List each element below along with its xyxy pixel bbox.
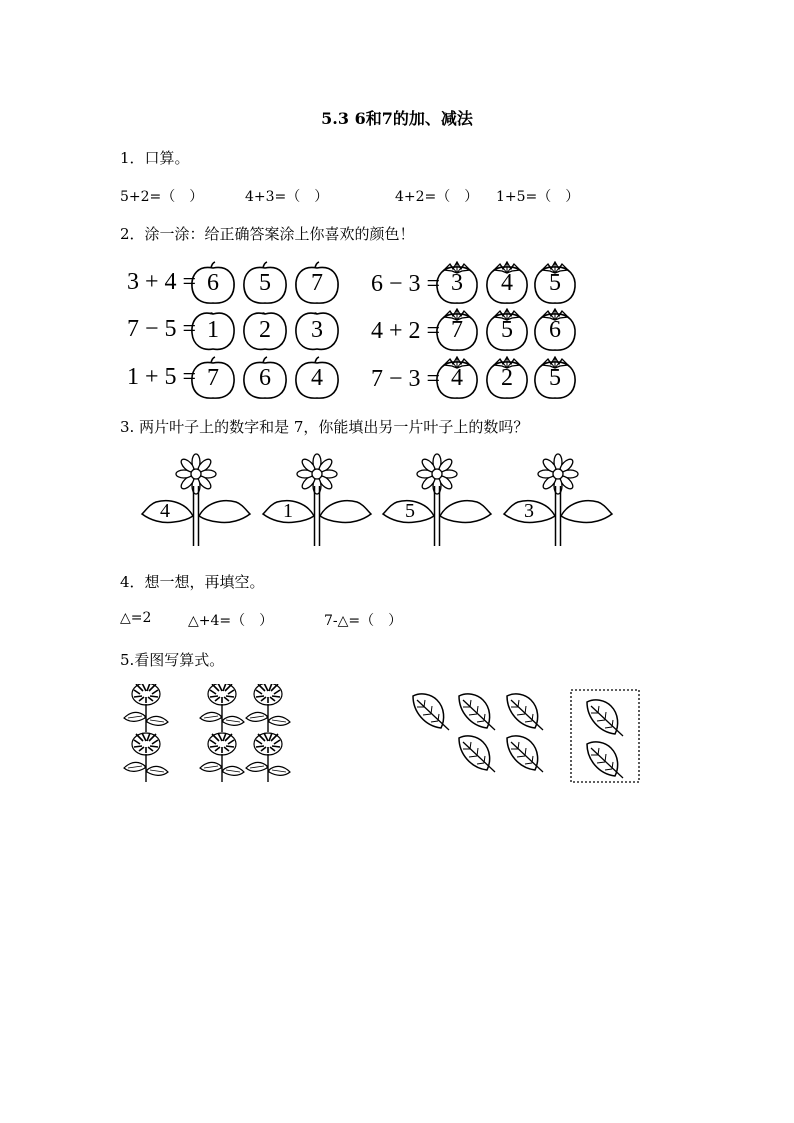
chrysanthemum-icon [200,733,244,782]
expression-4: 1+5=（ ） [496,189,580,205]
persimmon-option[interactable] [434,261,480,305]
expression-2: 7-△=（ ） [324,613,403,629]
leaf-icon [507,736,543,772]
equation: 4 + 2 = [371,318,441,344]
option-number: 5 [501,317,513,343]
equation: 3 + 4 = [127,269,197,295]
question-2-label: 2．涂一涂：给正确答案涂上你喜欢的颜色！ [120,225,415,243]
chrysanthemum-icon [246,684,290,732]
leaf-number: 4 [160,500,170,522]
equation: 7 − 5 = [127,316,197,342]
flower-with-leaves [502,448,622,548]
question-1-label: 1．口算。 [120,149,190,167]
question-4-expressions [120,610,520,630]
persimmon-option[interactable] [532,356,578,400]
flower-icon [140,448,260,548]
option-number: 6 [259,365,271,391]
leaf-icon [459,736,495,772]
flower-icon [261,448,381,548]
chrysanthemum-icon [124,684,168,732]
option-number: 6 [207,270,219,296]
expression-2: 4+3=（ ） [245,189,329,205]
leaf-icon [507,694,543,730]
expression-3: 4+2=（ ） [395,189,479,205]
leaf-number: 1 [283,500,293,522]
chrysanthemum-icon [200,684,244,732]
apple-option[interactable] [294,308,340,352]
leaf-number: 3 [524,500,534,522]
persimmon-option[interactable] [484,308,530,352]
persimmon-option[interactable] [434,308,480,352]
flower-with-leaves [261,448,381,548]
option-number: 5 [549,270,561,296]
apple-option[interactable] [242,308,288,352]
leaf-icon [587,742,623,778]
flower-icon [381,448,501,548]
persimmon-option[interactable] [532,261,578,305]
option-number: 4 [451,365,463,391]
chrysanthemum-group [118,684,308,786]
persimmon-option[interactable] [484,356,530,400]
option-number: 5 [549,365,561,391]
pumpkin-option[interactable] [242,356,288,400]
option-number: 3 [311,317,323,343]
chrysanthemum-icon [246,733,290,782]
expression-1: 5+2=（ ） [120,189,204,205]
expression-1: △+4=（ ） [188,613,274,629]
pumpkin-option[interactable] [294,356,340,400]
flower-with-leaves [140,448,260,548]
option-number: 2 [501,365,513,391]
leaf-icon [413,694,449,730]
equation: 1 + 5 = [127,364,197,390]
pumpkin-option[interactable] [242,261,288,305]
flower-with-leaves [381,448,501,548]
pumpkin-option[interactable] [294,261,340,305]
chrysanthemum-icon [124,733,168,782]
question-3-label: 3. 两片叶子上的数字和是 7，你能填出另一片叶子上的数吗？ [120,418,529,436]
pumpkin-option[interactable] [190,356,236,400]
persimmon-option[interactable] [434,356,480,400]
leaf-number: 5 [405,500,415,522]
leaf-icon [459,694,495,730]
option-number: 7 [311,270,323,296]
option-number: 7 [451,317,463,343]
option-number: 2 [259,317,271,343]
leaves-group [405,684,645,788]
option-number: 6 [549,317,561,343]
persimmon-option[interactable] [484,261,530,305]
option-number: 7 [207,365,219,391]
equation: 6 − 3 = [371,271,441,297]
persimmon-option[interactable] [532,308,578,352]
option-number: 3 [451,270,463,296]
pumpkin-option[interactable] [190,261,236,305]
option-number: 1 [207,317,219,343]
question-4-label: 4．想一想，再填空。 [120,573,265,591]
leaf-icon [587,700,623,736]
option-number: 4 [311,365,323,391]
option-number: 5 [259,270,271,296]
page-title: 5.3 6和7的加、减法 [321,109,473,128]
option-number: 4 [501,270,513,296]
equation: 7 − 3 = [371,366,441,392]
question-1-expressions [120,186,720,206]
flower-icon [502,448,622,548]
triangle-value: △=2 [120,610,152,626]
apple-option[interactable] [190,308,236,352]
question-5-label: 5.看图写算式。 [120,651,225,669]
